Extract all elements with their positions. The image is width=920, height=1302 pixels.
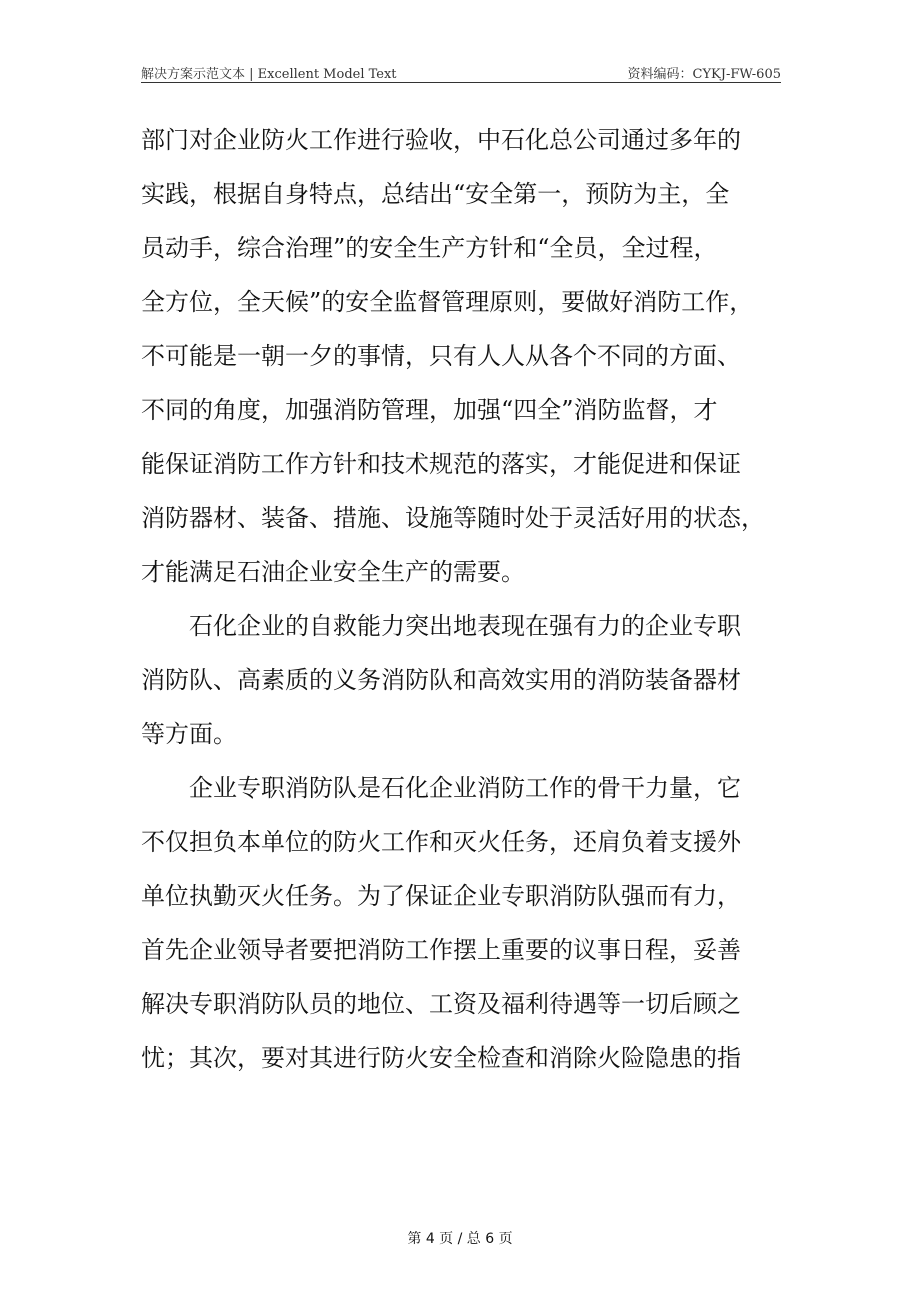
paragraph-1-line: 部门对企业防火工作进行验收，中石化总公司通过多年的: [141, 126, 741, 154]
paragraph-3-line: 首先企业领导者要把消防工作摆上重要的议事日程，妥善: [141, 936, 741, 964]
paragraph-3-line: 单位执勤灭火任务。为了保证企业专职消防队强而有力，: [141, 882, 741, 910]
paragraph-1-line: 能保证消防工作方针和技术规范的落实，才能促进和保证: [141, 450, 741, 478]
page-footer: [0, 1228, 920, 1248]
paragraph-3-line: 忧；其次，要对其进行防火安全检查和消除火险隐患的指: [141, 1044, 741, 1072]
paragraph-2-line: 消防队、高素质的义务消防队和高效实用的消防装备器材: [141, 666, 741, 694]
paragraph-3-line: 企业专职消防队是石化企业消防工作的骨干力量，它: [189, 774, 741, 802]
paragraph-1-line: 消防器材、装备、措施、设施等随时处于灵活好用的状态，: [141, 504, 765, 532]
paragraph-2-line: 石化企业的自救能力突出地表现在强有力的企业专职: [189, 612, 741, 640]
document-code: 资料编码：CYKJ-FW-605: [627, 67, 781, 82]
page-header: [141, 60, 781, 83]
paragraph-1-line: 才能满足石油企业安全生产的需要。: [141, 558, 525, 586]
paragraph-3-line: 解决专职消防队员的地位、工资及福利待遇等一切后顾之: [141, 990, 741, 1018]
page-number: 第 4 页 / 总 6 页: [407, 1231, 513, 1247]
paragraph-1-line: 实践，根据自身特点，总结出“安全第一，预防为主，全: [141, 180, 730, 208]
paragraph-1-line: 全方位，全天候”的安全监督管理原则，要做好消防工作，: [141, 288, 754, 316]
paragraph-2-line: 等方面。: [141, 720, 237, 748]
document-body: [141, 120, 781, 1092]
paragraph-1-line: 员动手，综合治理”的安全生产方针和“全员，全过程，: [141, 234, 718, 262]
header-title: 解决方案示范文本 | Excellent Model Text: [141, 67, 397, 82]
paragraph-1-line: 不可能是一朝一夕的事情，只有人人从各个不同的方面、: [141, 342, 741, 370]
paragraph-3-line: 不仅担负本单位的防火工作和灭火任务，还肩负着支援外: [141, 828, 741, 856]
paragraph-1-line: 不同的角度，加强消防管理，加强“四全”消防监督，才: [141, 396, 718, 424]
